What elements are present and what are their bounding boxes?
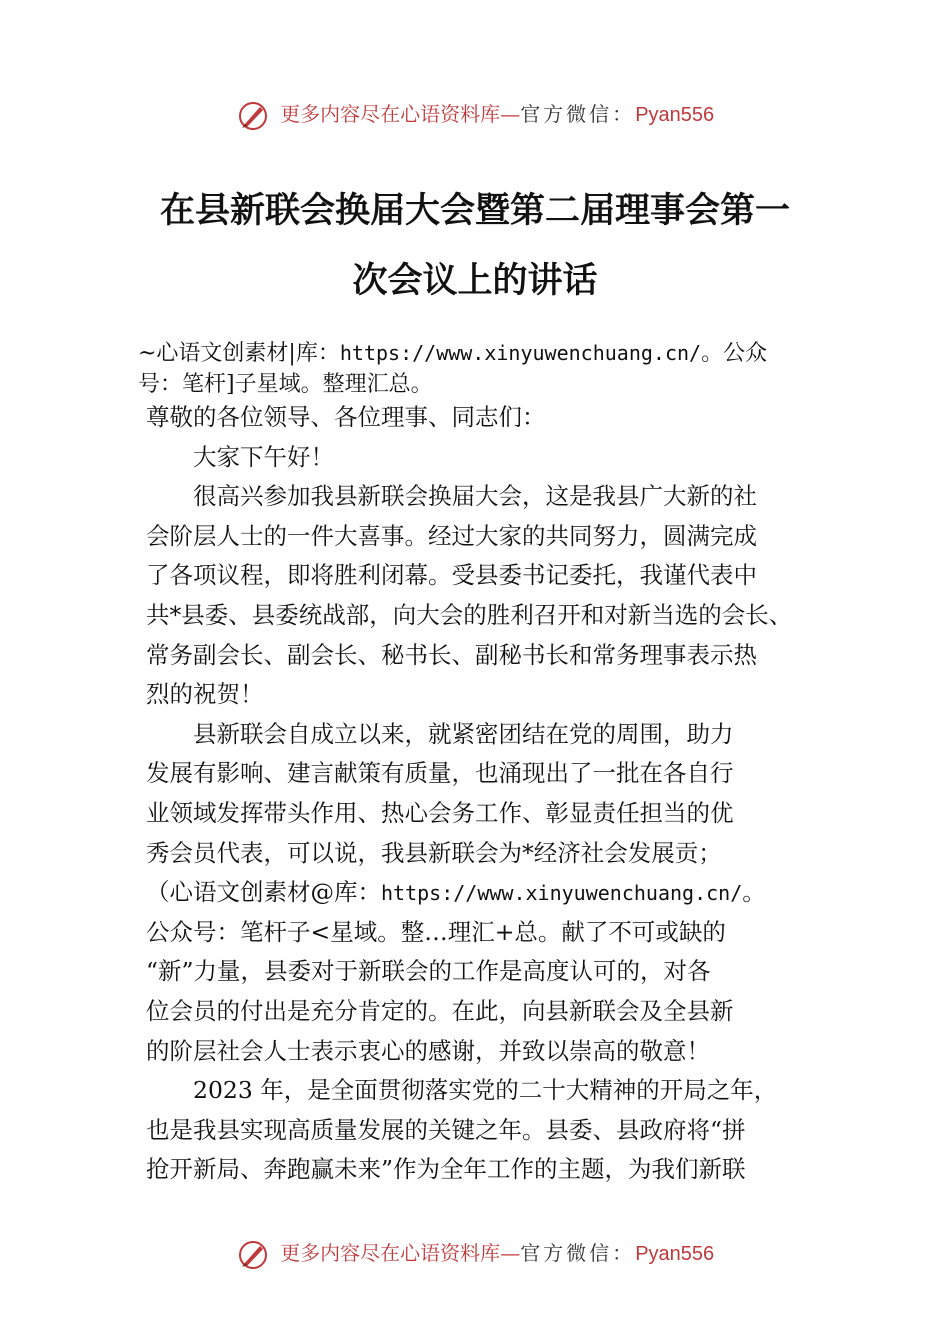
banner-dash: — <box>500 1241 521 1265</box>
paragraph-1 <box>146 477 826 715</box>
paragraph-line: 发展有影响、建言献策有质量，也涌现出了一批在各自行 <box>146 759 734 788</box>
pen-logo-icon <box>236 1238 270 1272</box>
paragraph-line: 共*县委、县委统战部，向大会的胜利召开和对新当选的会长、 <box>146 600 793 629</box>
title-line-1: 在县新联会换届大会暨第二届理事会第一 <box>159 191 790 231</box>
source-note <box>138 338 826 369</box>
source-note-line-2: 号：笔杆]子星域。整理汇总。 <box>138 372 433 397</box>
source-note-text: ~心语文创素材|库： <box>138 341 340 366</box>
paragraph-line: 了各项议程，即将胜利闭幕。受县委书记委托，我谨代表中 <box>146 561 757 590</box>
paragraph-line: 秀会员代表，可以说，我县新联会为*经济社会发展贡； <box>146 838 722 867</box>
banner-wechat-code: Pyan556 <box>635 1243 715 1265</box>
salutation: 尊敬的各位领导、各位理事、同志们： <box>146 403 546 431</box>
paragraph-source-url: https://www.xinyuwenchuang.cn/ <box>381 881 743 906</box>
title-line-2: 次会议上的讲话 <box>352 261 598 301</box>
paragraph-line: 也是我县实现高质量发展的关键之年。县委、县政府将“拼 <box>146 1115 746 1144</box>
paragraph-line: 业领域发挥带头作用、热心会务工作、彰显责任担当的优 <box>146 798 734 827</box>
paragraph-3 <box>146 1071 826 1190</box>
paragraph-2 <box>146 715 826 1071</box>
pen-logo-icon <box>236 99 270 133</box>
paragraph-line: 县新联会自成立以来，就紧密团结在党的周围，助力 <box>193 719 734 748</box>
source-url: https://www.xinyuwenchuang.cn/ <box>339 341 702 365</box>
paragraph-line: 的阶层社会人士表示衷心的感谢，并致以崇高的敬意！ <box>146 1036 710 1065</box>
paragraph-line: 2023 年，是全面贯彻落实党的二十大精神的开局之年， <box>193 1076 778 1105</box>
greeting: 大家下午好！ <box>193 442 334 471</box>
paragraph-line: 烈的祝贺！ <box>146 680 264 709</box>
source-note-suffix: 。公众 <box>701 341 768 366</box>
paragraph-source-suffix: 。 <box>742 878 766 907</box>
paragraph-line: 很高兴参加我县新联会换届大会，这是我县广大新的社 <box>193 482 757 511</box>
header-banner <box>0 98 950 133</box>
banner-wechat-label: 官方微信： <box>520 1241 636 1265</box>
banner-main-text: 更多内容尽在心语资料库 <box>280 1241 501 1265</box>
paragraph-line: 会阶层人士的一件大喜事。经过大家的共同努力，圆满完成 <box>146 521 757 550</box>
paragraph-line: 位会员的付出是充分肯定的。在此，向县新联会及全县新 <box>146 996 734 1025</box>
footer-banner <box>0 1237 950 1272</box>
paragraph-line: 常务副会长、副会长、秘书长、副秘书长和常务理事表示热 <box>146 640 757 669</box>
banner-wechat-code: Pyan556 <box>635 104 715 126</box>
document-body <box>138 338 826 1190</box>
document-title <box>120 176 830 316</box>
banner-main-text: 更多内容尽在心语资料库 <box>280 102 501 126</box>
banner-wechat-label: 官方微信： <box>520 102 636 126</box>
banner-dash: — <box>500 102 521 126</box>
paragraph-line: 公众号：笔杆子<星域。整…理汇+总。献了不可或缺的 <box>146 917 726 946</box>
paragraph-source-line <box>146 873 826 913</box>
paragraph-source-text: （心语文创素材@库： <box>146 878 381 907</box>
paragraph-line: 抢开新局、奔跑赢未来”作为全年工作的主题，为我们新联 <box>146 1155 746 1184</box>
paragraph-line: “新”力量，县委对于新联会的工作是高度认可的，对各 <box>146 957 711 986</box>
